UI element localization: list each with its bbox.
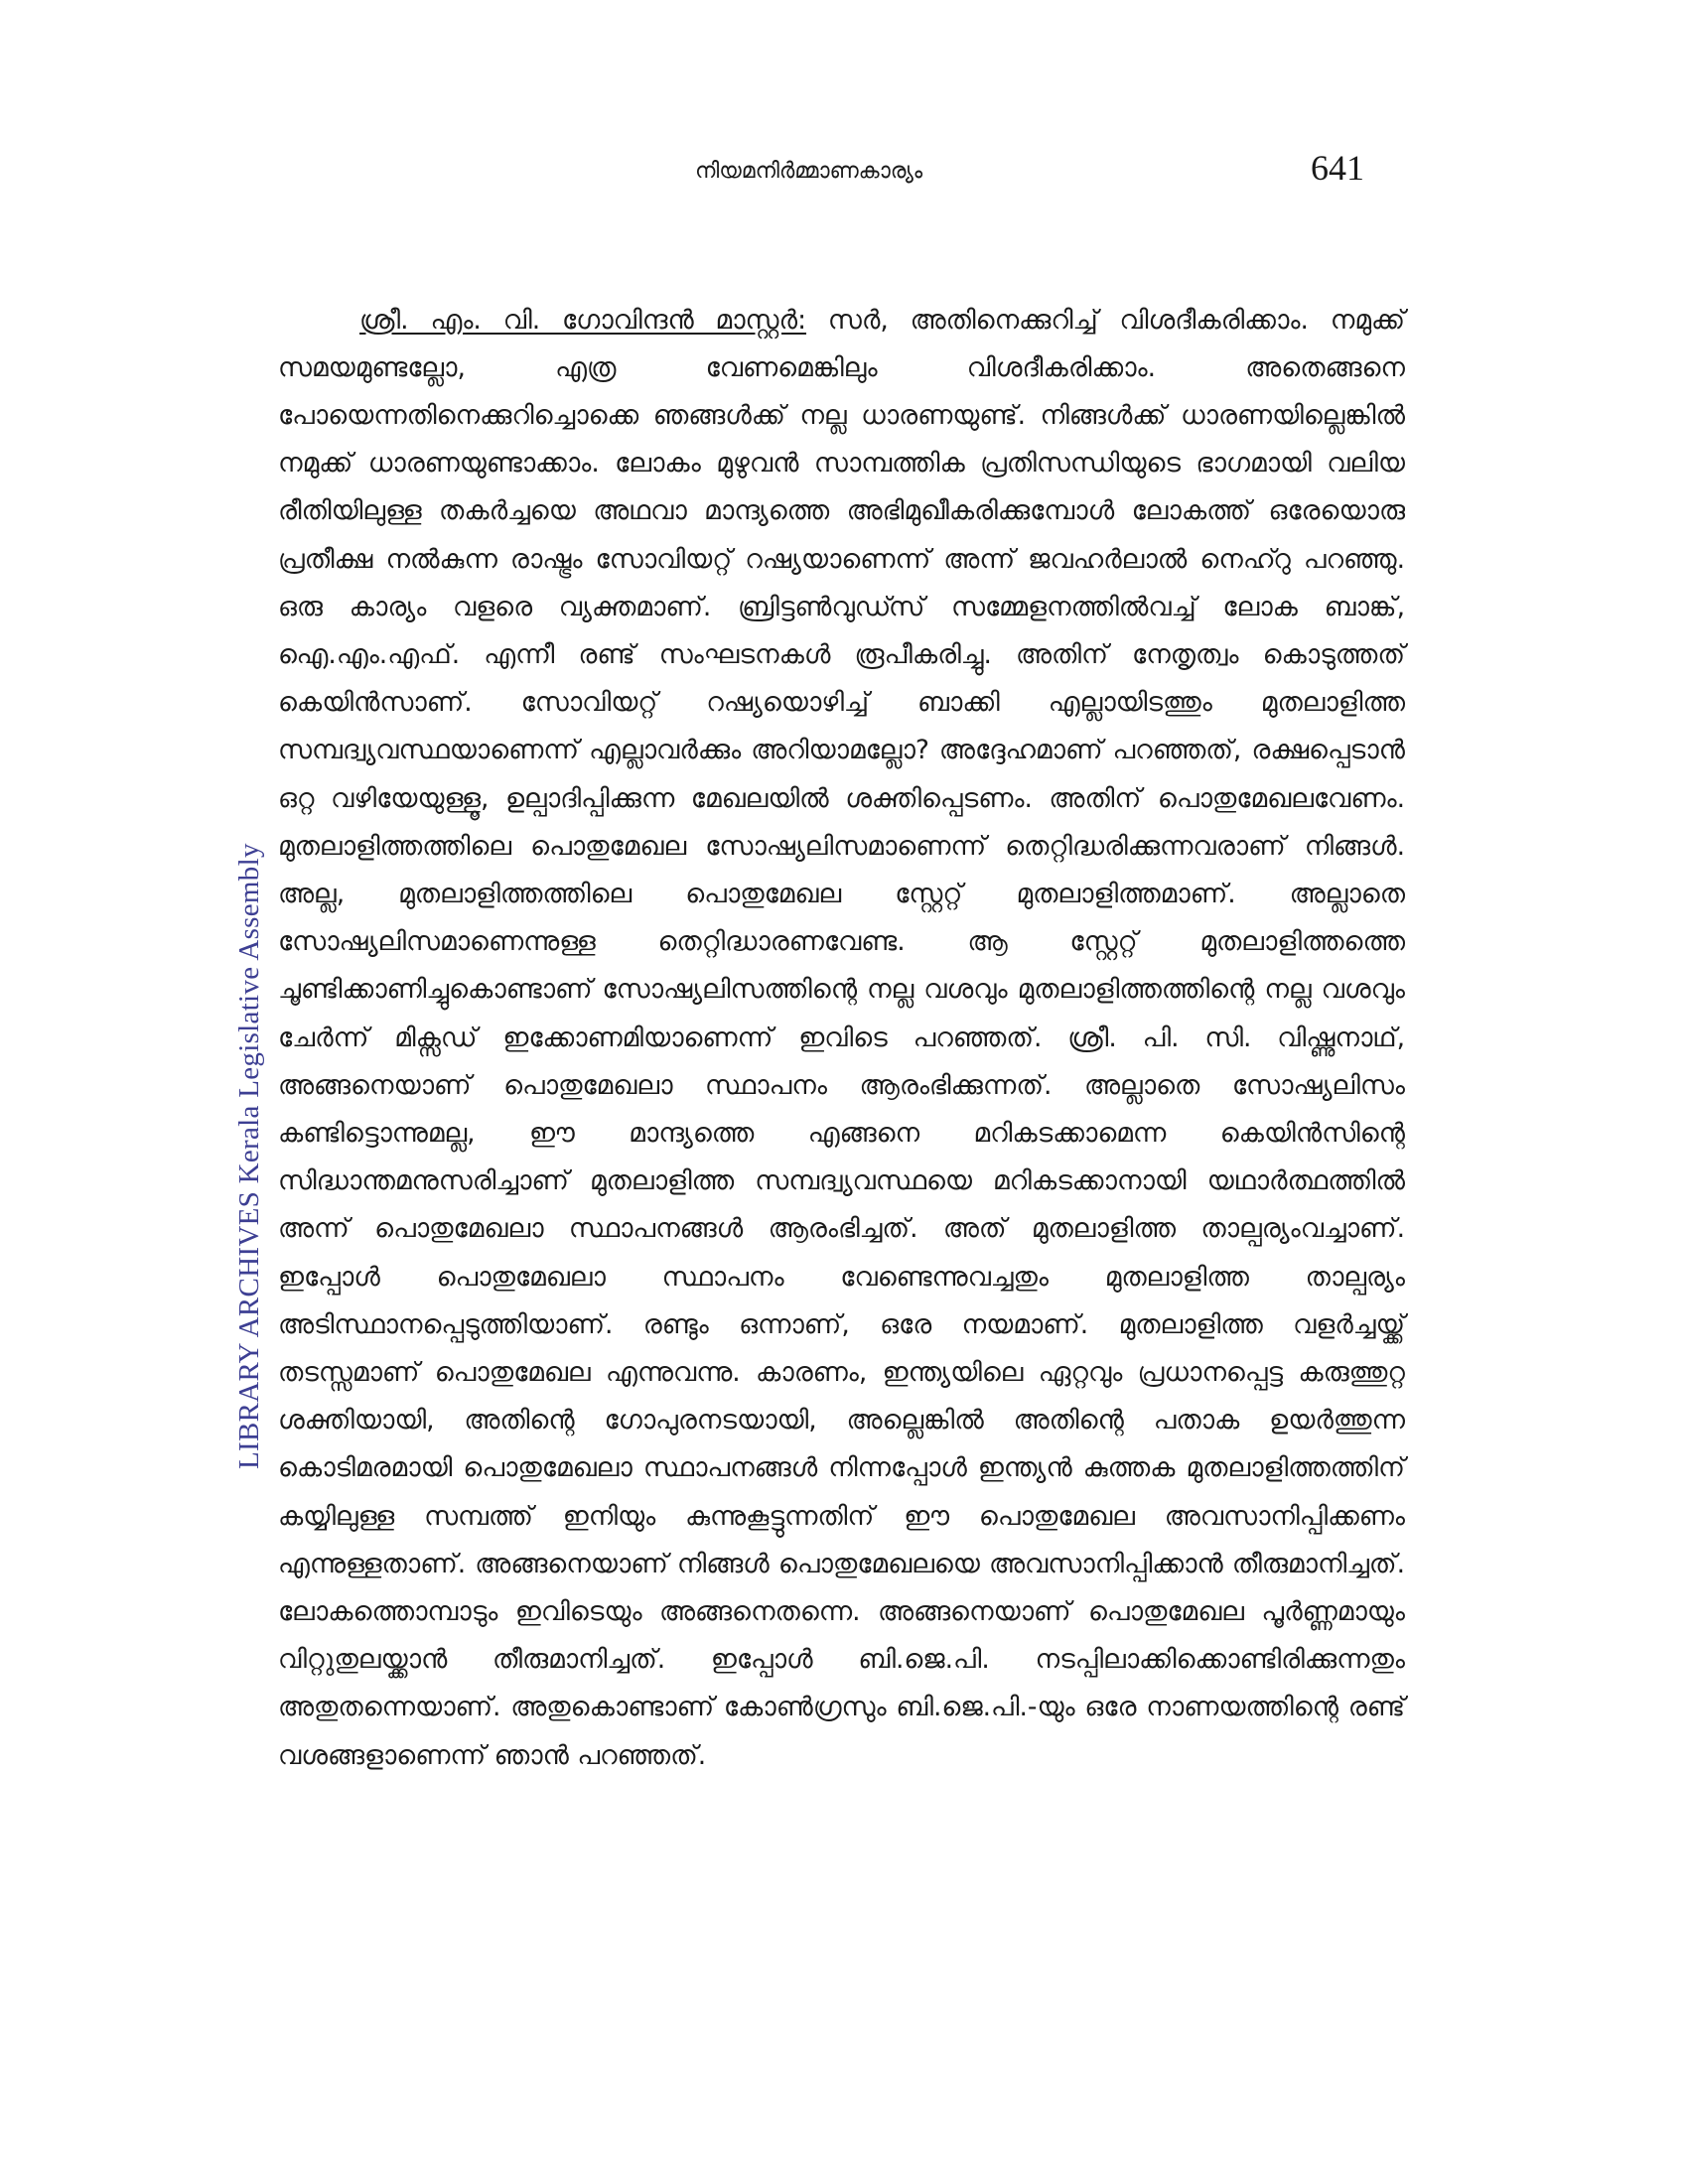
speech-paragraph	[278, 297, 1405, 1780]
speech-text: സർ, അതിനെക്കുറിച്ച് വിശദീകരിക്കാം. നമുക്ക് സമയമുണ്ടല്ലോ, എത്ര വേണമെങ്കിലും വിശദീകരിക്കാം. അതെങ്ങനെ പോയെന്നതിനെക്കുറിച്ചൊക്കെ ഞങ്ങൾക്ക് നല്ല ധാരണയുണ്ട്. നിങ്ങൾക്ക് ധാരണയില്ലെങ്കിൽ നമുക്ക് ധാരണയുണ്ടാക്കാം. ലോകം മുഴുവൻ സാമ്പത്തിക പ്രതിസന്ധിയുടെ ഭാഗമായി വലിയ രീതിയിലുള്ള തകർച്ചയെ അഥവാ മാന്ദ്യത്തെ അഭിമുഖീകരിക്കുമ്പോൾ ലോകത്ത് ഒരേയൊരു പ്രതീക്ഷ നൽകുന്ന രാഷ്ട്രം സോവിയറ്റ് റഷ്യയാണെന്ന് അന്ന് ജവഹർലാൽ നെഹ്റു പറഞ്ഞു. ഒരു കാര്യം വളരെ വ്യക്തമാണ്. ബ്രിട്ടൺവുഡ്സ് സമ്മേളനത്തിൽവച്ച് ലോക ബാങ്ക്, ഐ.എം.എഫ്. എന്നീ രണ്ട് സംഘടനകൾ രൂപീകരിച്ചു. അതിന് നേതൃത്വം കൊടുത്തത് കെയിൻസാണ്. സോവിയറ്റ് റഷ്യയൊഴിച്ച് ബാക്കി എല്ലായിടത്തും മുതലാളിത്ത സമ്പദ്വ്യവസ്ഥയാണെന്ന് എല്ലാവർക്കും അറിയാമല്ലോ? അദ്ദേഹമാണ് പറഞ്ഞത്, രക്ഷപ്പെടാൻ ഒറ്റ വഴിയേയുള്ളൂ, ഉല്പാദിപ്പിക്കുന്ന മേഖലയിൽ ശക്തിപ്പെടണം. അതിന് പൊതുമേഖലവേണം. മുതലാളിത്തത്തിലെ പൊതുമേഖല സോഷ്യലിസമാണെന്ന് തെറ്റിദ്ധരിക്കുന്നവരാണ് നിങ്ങൾ. അല്ല, മുതലാളിത്തത്തിലെ പൊതുമേഖല സ്റ്റേറ്റ് മുതലാളിത്തമാണ്. അല്ലാതെ സോഷ്യലിസമാണെന്നുള്ള തെറ്റിദ്ധാരണവേണ്ട. ആ സ്റ്റേറ്റ് മുതലാളിത്തത്തെ ചൂണ്ടിക്കാണിച്ചുകൊണ്ടാണ് സോഷ്യലിസത്തിന്റെ നല്ല വശവും മുതലാളിത്തത്തിന്റെ നല്ല വശവും ചേർന്ന് മിക്സഡ് ഇക്കോണമിയാണെന്ന് ഇവിടെ പറഞ്ഞത്. ശ്രീ. പി. സി. വിഷ്ണുനാഥ്, അങ്ങനെയാണ് പൊതുമേഖലാ സ്ഥാപനം ആരംഭിക്കുന്നത്. അല്ലാതെ സോഷ്യലിസം കണ്ടിട്ടൊന്നുമല്ല, ഈ മാന്ദ്യത്തെ എങ്ങനെ മറികടക്കാമെന്ന കെയിൻസിന്റെ സിദ്ധാന്തമനുസരിച്ചാണ് മുതലാളിത്ത സമ്പദ്വ്യവസ്ഥയെ മറികടക്കാനായി യഥാർത്ഥത്തിൽ അന്ന് പൊതുമേഖലാ സ്ഥാപനങ്ങൾ ആരംഭിച്ചത്. അത് മുതലാളിത്ത താല്പര്യംവച്ചാണ്. ഇപ്പോൾ പൊതുമേഖലാ സ്ഥാപനം വേണ്ടെന്നുവച്ചതും മുതലാളിത്ത താല്പര്യം അടിസ്ഥാനപ്പെടുത്തിയാണ്. രണ്ടും ഒന്നാണ്, ഒരേ നയമാണ്. മുതലാളിത്ത വളർച്ചയ്ക്ക് തടസ്സമാണ് പൊതുമേഖല എന്നുവന്നു. കാരണം, ഇന്ത്യയിലെ ഏറ്റവും പ്രധാനപ്പെട്ട കരുത്തുറ്റ ശക്തിയായി, അതിന്റെ ഗോപുരനടയായി, അല്ലെങ്കിൽ അതിന്റെ പതാക ഉയർത്തുന്ന കൊടിമരമായി പൊതുമേഖലാ സ്ഥാപനങ്ങൾ നിന്നപ്പോൾ ഇന്ത്യൻ കുത്തക മുതലാളിത്തത്തിന് കയ്യിലുള്ള സമ്പത്ത് ഇനിയും കുന്നുകൂട്ടുന്നതിന് ഈ പൊതുമേഖല അവസാനിപ്പിക്കണം എന്നുള്ളതാണ്. അങ്ങനെയാണ് നിങ്ങൾ പൊതുമേഖലയെ അവസാനിപ്പിക്കാൻ തീരുമാനിച്ചത്. ലോകത്തൊമ്പാടും ഇവിടെയും അങ്ങനെതന്നെ. അങ്ങനെയാണ് പൊതുമേഖല പൂർണ്ണമായും വിറ്റുതുലയ്ക്കാൻ തീരുമാനിച്ചത്. ഇപ്പോൾ ബി.ജെ.പി. നടപ്പിലാക്കിക്കൊണ്ടിരിക്കുന്നതും അതുതന്നെയാണ്. അതുകൊണ്ടാണ് കോൺഗ്രസും ബി.ജെ.പി.-യും ഒരേ നാണയത്തിന്റെ രണ്ട് വശങ്ങളാണെന്ന് ഞാൻ പറഞ്ഞത്.	[278, 304, 1405, 1771]
speaker-name: ശ്രീ. എം. വി. ഗോവിന്ദൻ മാസ്റ്റർ:	[359, 304, 807, 336]
page-number: 641	[1311, 148, 1364, 188]
running-header: നിയമനിർമ്മാണകാര്യം	[695, 159, 923, 184]
watermark-text: LIBRARY ARCHIVES Kerala Legislative Assembly	[233, 843, 265, 1469]
